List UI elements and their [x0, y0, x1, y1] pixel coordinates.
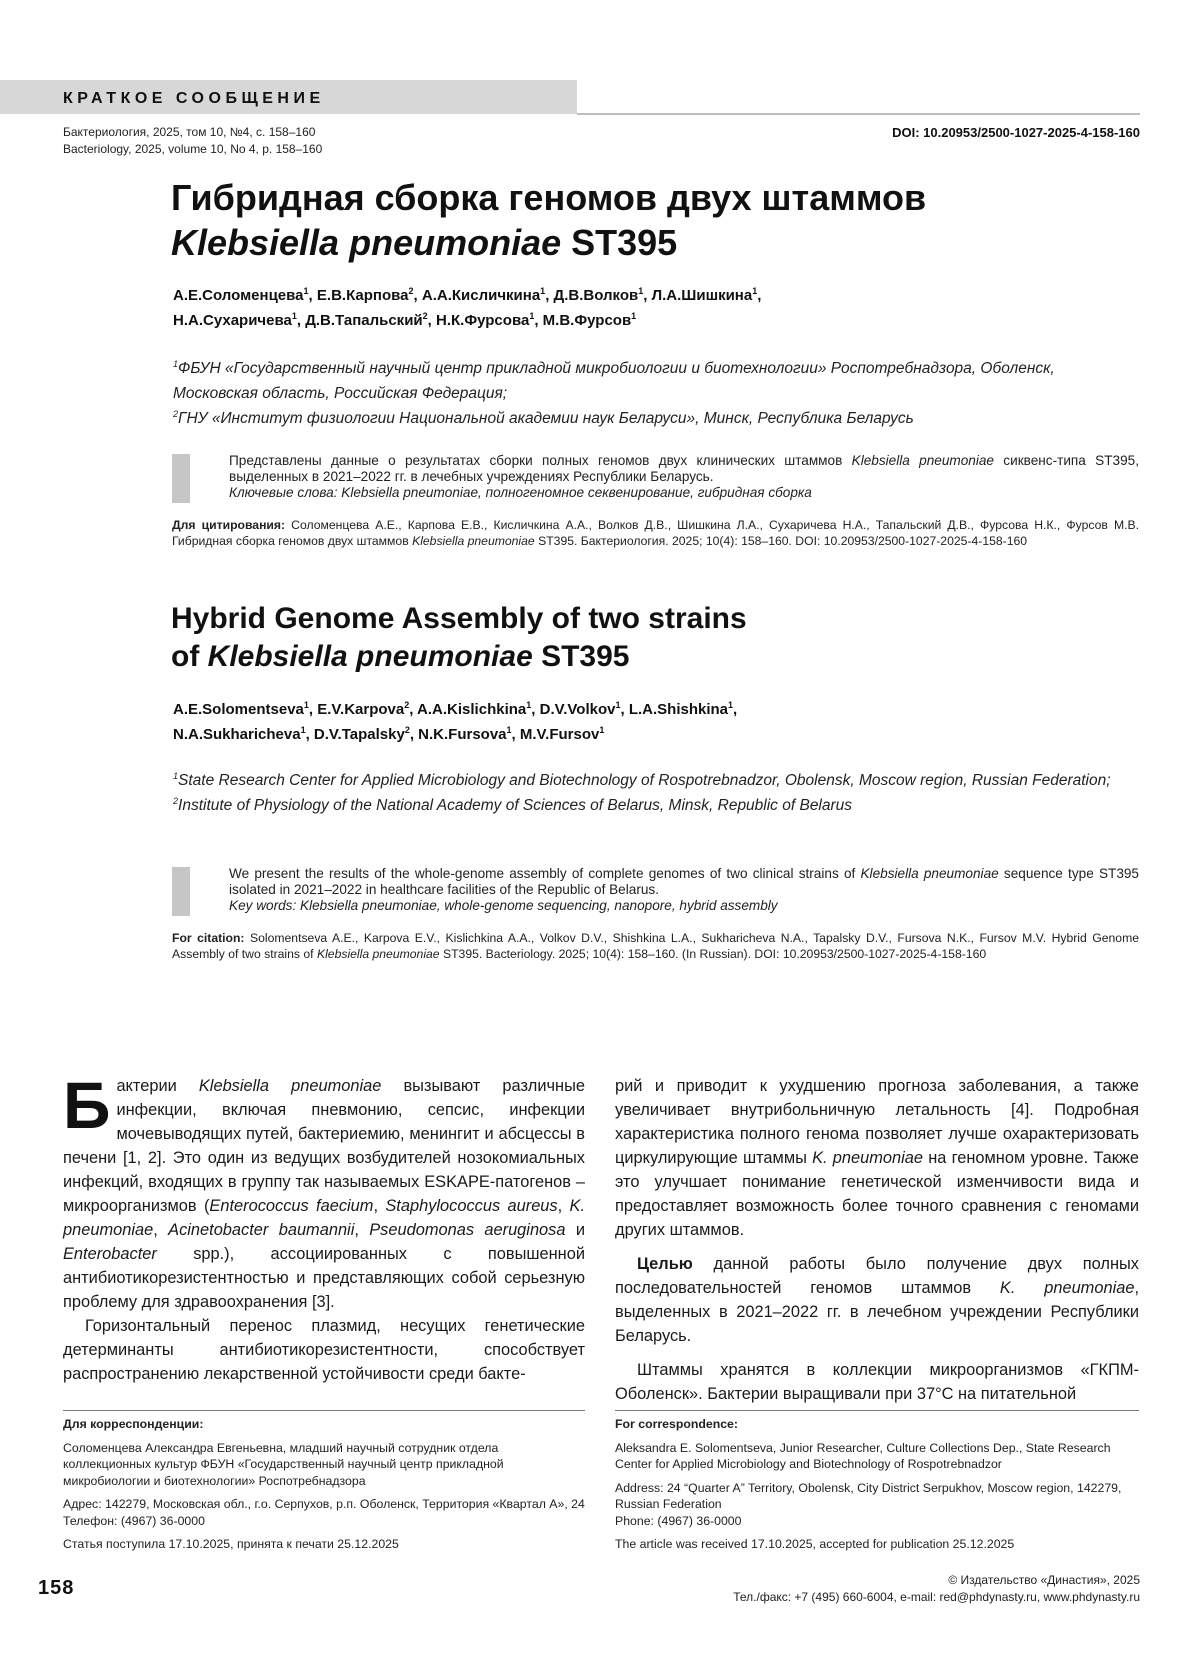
correspondence-ru [63, 1416, 585, 1560]
abstract-bar-en [172, 867, 190, 916]
body-column-right [615, 1074, 1139, 1406]
body-paragraph: Горизонтальный перенос плазмид, несущих генетические детерминанты антибиотикорезистентности, способствует распространению лекарственной устойчивости среди бакте- [63, 1317, 585, 1383]
title-ru [171, 175, 926, 265]
author-name: Н.К.Фурсова [436, 312, 530, 329]
section-label: КРАТКОЕ СООБЩЕНИЕ [63, 90, 325, 107]
affiliation-en-1: $^1$State Research Center for Applied Microbiology and Biotechnology of Rospotrebnadzor, Obolensk, Moscow region, Russian Federation; [173, 770, 1111, 789]
author-name: A.E.Solomentseva [173, 701, 304, 718]
abstract-bar-ru [172, 454, 190, 503]
authors-ru: А.Е.Соломенцева$^1$, Е.В.Карпова$^2$, А.А.Кисличкина$^1$, Д.В.Волков$^1$, Л.А.Шишкина$^1$, Н.А.Сухаричева$^1$, Д.В.Тапальский$^2$, Н.К.Фурсова$^1$, М.В.Фурсов$^1$ [173, 286, 762, 329]
keywords-ru: Ключевые слова: Klebsiella pneumoniae, полногеномное секвенирование, гибридная сборка [229, 485, 812, 500]
author-affiliation-marker: 2 [422, 311, 428, 321]
header-rule [577, 113, 1140, 115]
author-name: L.A.Shishkina [628, 701, 729, 718]
correspondence-label-en: For correspondence: [615, 1417, 738, 1431]
correspondence-label-ru: Для корреспонденции: [63, 1417, 204, 1431]
author-name: N.A.Sukharicheva [173, 726, 301, 743]
author-affiliation-marker: 1 [303, 700, 309, 710]
divider [615, 1410, 1139, 1411]
divider [63, 1410, 585, 1411]
journal-ref-ru: Бактериология, 2025, том 10, №4, с. 158–160 [63, 125, 316, 139]
author-affiliation-marker: 1 [506, 725, 512, 735]
author-name: D.V.Volkov [539, 701, 616, 718]
author-name: Н.А.Сухаричева [173, 312, 292, 329]
title-en-line1: Hybrid Genome Assembly of two strains [171, 602, 747, 635]
title-ru-line2 [171, 220, 926, 265]
author-name: A.A.Kislichkina [417, 701, 527, 718]
author-name: А.Е.Соломенцева [173, 287, 304, 304]
author-affiliation-marker: 1 [300, 725, 306, 735]
body-paragraph: Бактерии Klebsiella pneumoniae вызывают различные инфекции, включая пневмонию, сепсис, инфекции мочевыводящих путей, бактериемию, менингит и абсцессы в печени [1, 2]. Это один из ведущих возбудителей нозокомиальных инфекций, входящих в группу так называемых ESKAPE-патогенов – микроорганизмов (Enterococcus faecium, Staphylococcus aureus, K. pneumoniae, Acinetobacter baumannii, Pseudomonas aeruginosa и Enterobacter spp.), ассоциированных с повышенной антибиотикорезистентностью и представляющих собой серьезную проблему для здравоохранения [3]. [63, 1068, 586, 1311]
journal-reference [63, 124, 322, 158]
author-name: Д.В.Волков [553, 287, 639, 304]
author-affiliation-marker: 1 [728, 700, 734, 710]
body-paragraph: Целью данной работы было получение двух полных последовательностей геномов штаммов K. pneumoniae, выделенных в 2021–2022 гг. в лечебном учреждении Республики Беларусь. [615, 1255, 1139, 1345]
title-ru-species: Klebsiella pneumoniae [171, 222, 562, 263]
body-column-left [63, 1068, 586, 1386]
author-affiliation-marker: 1 [599, 725, 605, 735]
body-paragraph: рий и приводит к ухудшению прогноза заболевания, а также увеличивает внутрибольничную летальность [4]. Подробная характеристика полного генома позволяет лучше охарактеризовать циркулирующие штаммы K. pneumoniae на геномном уровне. Также это улучшает понимание генетической изменчивости вида и предоставляет возможность более точного сравнения с геномами других штаммов. [615, 1077, 1139, 1239]
publisher-info [733, 1572, 1140, 1606]
page-number: 158 [38, 1577, 75, 1599]
abstract-en: We present the results of the whole-genome assembly of complete genomes of two clinical strains of Klebsiella pneumoniae sequence type ST395 isolated in 2021–2022 in healthcare facilities of the Republic of Belarus. Key words: Klebsiella pneumoniae, whole-genome sequencing, nanopore, hybrid assembly [229, 866, 1139, 913]
correspondence-person-en: Aleksandra E. Solomentseva, Junior Researcher, Culture Collections Dep., State Research Center for Applied Microbiology and Biotechnology of Rospotrebnadzor [615, 1440, 1111, 1471]
affiliation-en-2: $^2$Institute of Physiology of the National Academy of Sciences of Belarus, Minsk, Republic of Belarus [173, 795, 853, 814]
author-name: М.В.Фурсов [542, 312, 632, 329]
affiliations-ru [173, 356, 1133, 431]
body-paragraph: Штаммы хранятся в коллекции микроорганизмов «ГКПМ-Оболенск». Бактерии выращивали при 37°С на питательной [615, 1361, 1139, 1403]
publisher-contacts[interactable]: Тел./факс: +7 (495) 660-6004, e-mail: red@phdynasty.ru, www.phdynasty.ru [733, 1590, 1140, 1604]
author-name: Е.В.Карпова [316, 287, 409, 304]
author-name: Д.В.Тапальский [305, 312, 423, 329]
author-affiliation-marker: 1 [540, 286, 546, 296]
author-affiliation-marker: 1 [631, 311, 637, 321]
citation-ru: Для цитирования: Соломенцева А.Е., Карпова Е.В., Кисличкина А.А., Волков Д.В., Шишкина Л.А., Сухаричева Н.А., Тапальский Д.В., Фурсова Н.К., Фурсов М.В. Гибридная сборка геномов двух штаммов Klebsiella pneumoniae ST395. Бактериология. 2025; 10(4): 158–160. DOI: 10.20953/2500-1027-2025-4-158-160 [172, 518, 1140, 548]
author-affiliation-marker: 1 [638, 286, 644, 296]
correspondence-phone-ru: Телефон: (4967) 36-0000 [63, 1513, 205, 1528]
drop-cap: Б [63, 1068, 111, 1142]
affiliations-en [173, 768, 1133, 818]
citation-en: For citation: Solomentseva A.E., Karpova E.V., Kislichkina A.A., Volkov D.V., Shishkina L.A., Sukharicheva N.A., Tapalsky D.V., Fursova N.K., Fursov M.V. Hybrid Genome Assembly of two strains of Klebsiella pneumoniae ST395. Bacteriology. 2025; 10(4): 158–160. (In Russian). DOI: 10.20953/2500-1027-2025-4-158-160 [172, 931, 1139, 961]
author-name: E.V.Karpova [317, 701, 405, 718]
correspondence-address-ru: Адрес: 142279, Московская обл., г.о. Серпухов, р.п. Оболенск, Территория «Квартал А», 24 [63, 1497, 585, 1511]
title-ru-suffix: ST395 [561, 222, 678, 263]
correspondence-address-en: Address: 24 “Quarter A” Territory, Obolensk, City District Serpukhov, Moscow region, 142279, Russian Federation [615, 1480, 1122, 1511]
author-affiliation-marker: 2 [404, 700, 410, 710]
correspondence-person-ru: Соломенцева Александра Евгеньевна, младший научный сотрудник отдела коллекционных культур ФБУН «Государственный научный центр прикладной микробиологии и биотехнологии» Роспотребнадзора [63, 1440, 504, 1488]
author-name: D.V.Tapalsky [313, 726, 405, 743]
author-affiliation-marker: 1 [615, 700, 621, 710]
author-name: Л.А.Шишкина [651, 287, 753, 304]
author-affiliation-marker: 2 [408, 286, 414, 296]
copyright: © Издательство «Династия», 2025 [948, 1573, 1140, 1587]
doi-link[interactable]: DOI: 10.20953/2500-1027-2025-4-158-160 [892, 125, 1140, 140]
correspondence-phone-en: Phone: (4967) 36-0000 [615, 1513, 742, 1528]
author-affiliation-marker: 1 [529, 311, 535, 321]
title-ru-line1: Гибридная сборка геномов двух штаммов [171, 177, 927, 218]
author-affiliation-marker: 2 [404, 725, 410, 735]
keywords-en: Key words: Klebsiella pneumoniae, whole-genome sequencing, nanopore, hybrid assembly [229, 898, 778, 913]
received-en: The article was received 17.10.2025, accepted for publication 25.12.2025 [615, 1537, 1015, 1551]
correspondence-en [615, 1416, 1139, 1560]
author-affiliation-marker: 1 [291, 311, 297, 321]
journal-ref-en: Bacteriology, 2025, volume 10, No 4, p. 158–160 [63, 142, 323, 156]
author-affiliation-marker: 1 [526, 700, 532, 710]
authors-en: A.E.Solomentseva$^1$, E.V.Karpova$^2$, A.A.Kislichkina$^1$, D.V.Volkov$^1$, L.A.Shishkina$^1$, N.A.Sukharicheva$^1$, D.V.Tapalsky$^2$, N.K.Fursova$^1$, M.V.Fursov$^1$ [173, 700, 738, 743]
title-en-line2: of Klebsiella pneumoniae ST395 [171, 640, 630, 673]
affiliation-ru-1: $^1$ФБУН «Государственный научный центр прикладной микробиологии и биотехнологии» Роспотребнадзора, Оболенск, Московская область, Российская Федерация; [173, 358, 1055, 402]
affiliation-ru-2: $^2$ГНУ «Институт физиологии Национальной академии наук Беларуси», Минск, Республика Беларусь [173, 408, 914, 427]
author-affiliation-marker: 1 [752, 286, 758, 296]
title-en-species: Klebsiella pneumoniae [207, 640, 533, 673]
author-name: А.А.Кисличкина [421, 287, 541, 304]
abstract-ru: Представлены данные о результатах сборки полных геномов двух клинических штаммов Klebsiella pneumoniae сиквенс-типа ST395, выделенных в 2021–2022 гг. в лечебных учреждениях Республики Беларусь. Ключевые слова: Klebsiella pneumoniae, полногеномное секвенирование, гибридная сборка [229, 453, 1139, 500]
title-en [171, 600, 747, 676]
received-ru: Статья поступила 17.10.2025, принята к печати 25.12.2025 [63, 1537, 399, 1551]
author-name: N.K.Fursova [418, 726, 507, 743]
author-affiliation-marker: 1 [303, 286, 309, 296]
author-name: M.V.Fursov [519, 726, 600, 743]
